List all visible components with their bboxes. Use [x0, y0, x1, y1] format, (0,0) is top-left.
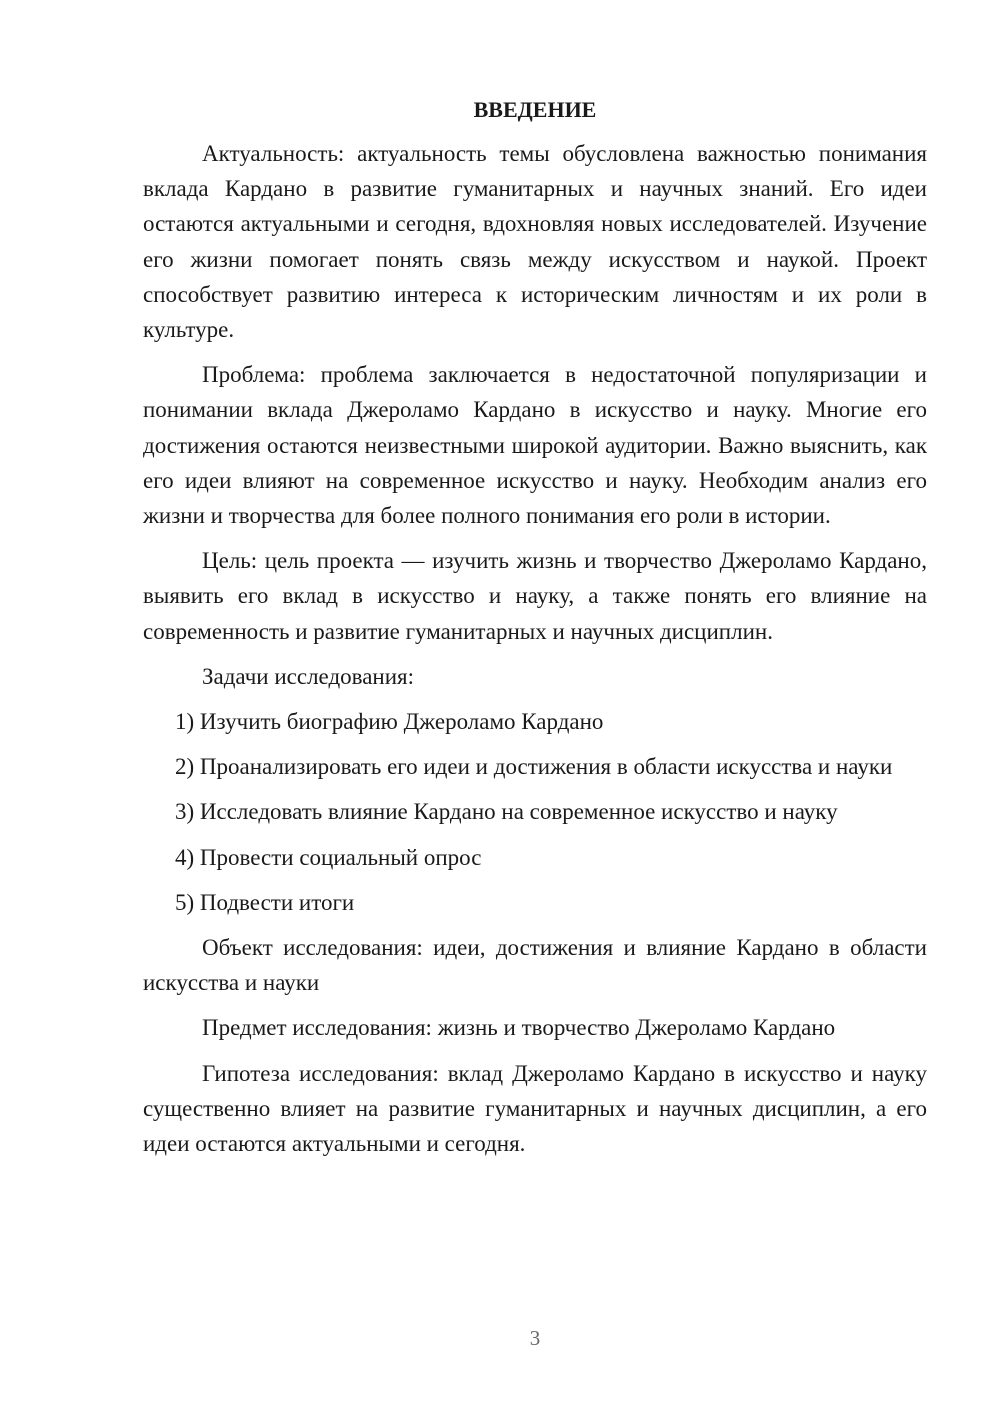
- tasks-heading: Задачи исследования:: [202, 663, 415, 689]
- task-item: 2) Проанализировать его идеи и достижения в области искусства и науки: [175, 754, 893, 780]
- subject-paragraph: Предмет исследования: жизнь и творчество Джероламо Кардано: [202, 1015, 836, 1041]
- hypothesis-paragraph: Гипотеза исследования: вклад Джероламо Кардано в искусство и науку существенно влияет на развитие гуманитарных и научных дисциплин, а его идеи остаются актуальными и сегодня.: [143, 1060, 927, 1157]
- problem-paragraph: Проблема: проблема заключается в недостаточной популяризации и понимании вклада Джероламо Кардано в искусство и науку. Многие его достижения остаются неизвестными широкой аудитории. Важно выяснить, как его идеи влияют на современное искусство и науку. Необходим анализ его жизни и творчества для более полного понимания его роли в истории.: [143, 362, 927, 529]
- relevance-paragraph: Актуальность: актуальность темы обусловлена важностью понимания вклада Кардано в развитие гуманитарных и научных знаний. Его идеи остаются актуальными и сегодня, вдохновляя новых исследователей. Изучение его жизни помогает понять связь между искусством и наукой. Проект способствует развитию интереса к историческим личностям и их роли в культуре.: [143, 141, 927, 343]
- section-title: ВВЕДЕНИЕ: [473, 97, 597, 122]
- goal-paragraph: Цель: цель проекта — изучить жизнь и творчество Джероламо Кардано, выявить его вклад в искусство и науку, а также понять его влияние на современность и развитие гуманитарных и научных дисциплин.: [143, 548, 927, 644]
- task-item: 4) Провести социальный опрос: [175, 844, 482, 870]
- task-item: 1) Изучить биографию Джероламо Кардано: [175, 709, 604, 735]
- page-number: 3: [529, 1326, 541, 1350]
- task-item: 3) Исследовать влияние Кардано на современное искусство и науку: [175, 799, 838, 825]
- object-paragraph: Объект исследования: идеи, достижения и влияние Кардано в области искусства и науки: [143, 935, 927, 996]
- task-item: 5) Подвести итоги: [175, 889, 355, 915]
- page-content: [143, 94, 927, 1171]
